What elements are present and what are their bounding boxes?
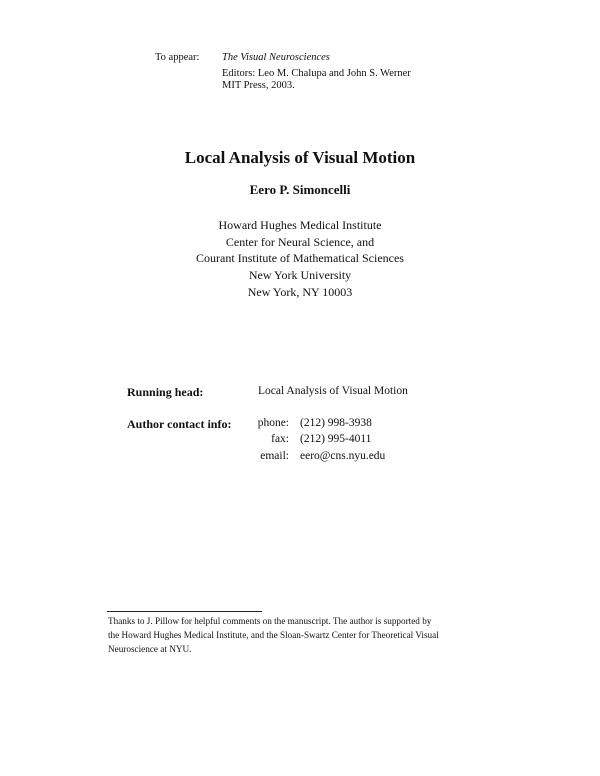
running-head-value: Local Analysis of Visual Motion [258,385,408,397]
contact-phone-value: (212) 998-3938 [300,417,372,429]
editors-line: Editors: Leo M. Chalupa and John S. Werner [222,68,411,79]
author-name: Eero P. Simoncelli [249,182,351,197]
paper-title: Local Analysis of Visual Motion [184,148,416,167]
affiliation-line: Courant Institute of Mathematical Sciences [196,251,404,265]
footnote-rule [107,611,262,612]
publisher-line: MIT Press, 2003. [222,80,295,91]
contact-fax-value: (212) 995-4011 [300,433,372,445]
affiliation-line: Howard Hughes Medical Institute [218,218,382,232]
footnote-line: the Howard Hughes Medical Institute, and the Sloan-Swartz Center for Theoretical Visual [108,630,439,640]
to-appear-label: To appear: [155,52,200,63]
affiliation-line: New York, NY 10003 [247,285,353,299]
footnote-line: Neuroscience at NYU. [108,644,192,654]
contact-phone-label: phone: [257,417,289,429]
contact-info-label: Author contact info: [127,417,232,431]
journal-name: The Visual Neurosciences [222,52,330,63]
contact-email-value: eero@cns.nyu.edu [300,450,386,462]
footnote-line: Thanks to J. Pillow for helpful comments on the manuscript. The author is supported by [108,616,432,626]
contact-fax-label: fax: [271,433,289,445]
contact-email-label: email: [260,450,289,462]
running-head-label: Running head: [127,385,204,399]
affiliation-line: New York University [248,268,352,282]
affiliation-line: Center for Neural Science, and [225,235,375,249]
